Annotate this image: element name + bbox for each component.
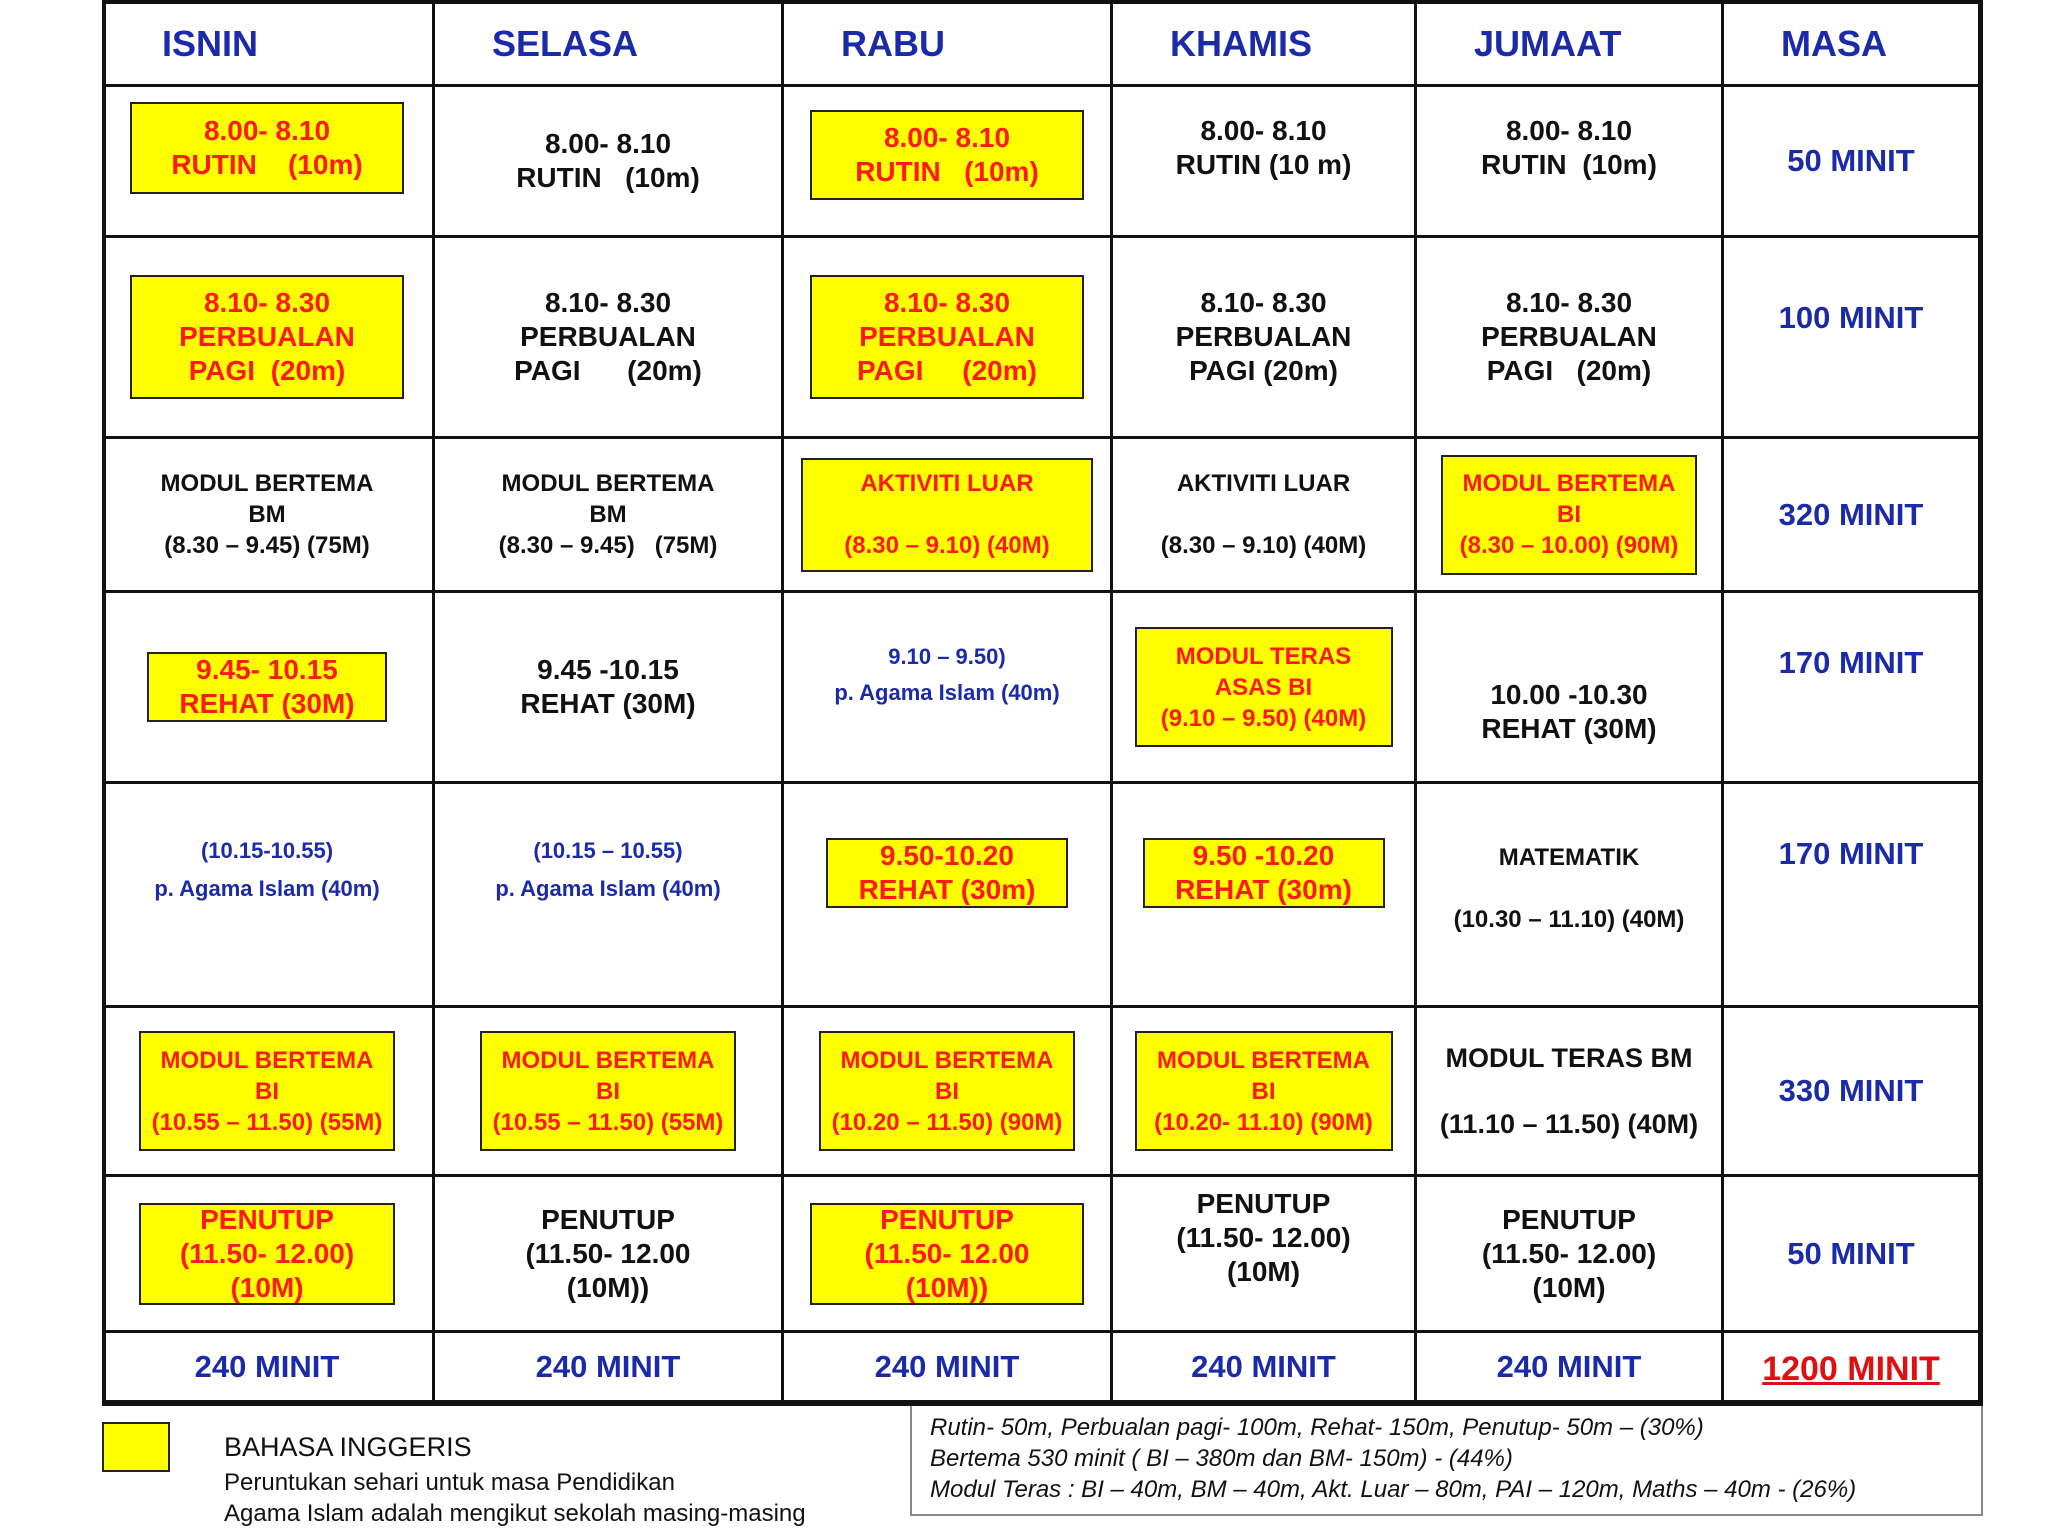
highlight-box: [480, 1031, 736, 1151]
slot-isnin-agama: [102, 784, 432, 1005]
total-isnin: 240 MINIT: [194, 1348, 340, 1384]
slot-line: (11.50- 12.00: [525, 1237, 691, 1269]
slot-line: PERBUALAN: [1175, 321, 1352, 352]
slot-line: 9.45 -10.15: [537, 654, 679, 685]
legend-note-line2: Agama Islam adalah mengikut sekolah masing-masing: [224, 1500, 806, 1527]
header-jumaat: JUMAAT: [1474, 22, 1622, 64]
slot-line: [1566, 873, 1573, 904]
slot-line: PENUTUP: [1196, 1188, 1331, 1219]
slot-line: (10M): [1532, 1271, 1606, 1303]
slot-text: [1482, 1203, 1656, 1305]
slot-line: (10.15 – 10.55): [533, 838, 683, 863]
slot-line: [1565, 1075, 1573, 1108]
slot-selasa-penutup: [435, 1177, 781, 1330]
highlight-box: [147, 652, 387, 722]
slot-text: [1481, 286, 1657, 388]
slot-text: [516, 127, 700, 195]
slot-line: BI: [1557, 501, 1581, 528]
slot-line: (8.30 – 9.45) (75M): [164, 532, 370, 559]
slot-isnin-rehat: [102, 593, 432, 781]
slot-line: RUTIN (10m): [516, 162, 700, 193]
slot-isnin-bertema-bi: [102, 1008, 432, 1174]
legend-swatch: [102, 1422, 170, 1472]
slot-line: 8.00- 8.10: [1505, 115, 1633, 146]
total-selasa: 240 MINIT: [535, 1348, 681, 1384]
slot-line: (10.20- 11.10) (90M): [1154, 1108, 1373, 1136]
slot-line: RUTIN (10 m): [1175, 149, 1352, 180]
slot-line: (8.30 – 9.10) (40M): [1160, 532, 1367, 559]
slot-khamis-rutin: [1113, 87, 1414, 235]
slot-line: ASAS BI: [1214, 673, 1313, 701]
header-rabu: RABU: [841, 22, 945, 64]
slot-line: AKTIVITI LUAR: [860, 470, 1034, 497]
slot-line: MODUL BERTEMA: [501, 1046, 715, 1074]
slot-jumaat-matematik: [1417, 784, 1721, 1005]
slot-line: REHAT (30M): [520, 688, 696, 719]
header-masa: MASA: [1781, 22, 1887, 64]
slot-text: [1481, 114, 1657, 182]
total-jumaat: 240 MINIT: [1496, 1348, 1642, 1384]
slot-line: (10M)): [566, 1271, 650, 1303]
slot-text: [1454, 842, 1685, 935]
slot-rabu-perbualan: [784, 238, 1110, 436]
slot-line: PENUTUP: [541, 1203, 675, 1235]
slot-line: (10M): [1226, 1256, 1301, 1287]
total-rabu: 240 MINIT: [874, 1348, 1020, 1384]
highlight-box: [139, 1203, 395, 1305]
slot-line: 8.10- 8.30: [1505, 287, 1633, 318]
slot-jumaat-penutup: [1417, 1177, 1721, 1330]
slot-selasa-agama: [435, 784, 781, 1005]
slot-line: BM: [589, 501, 627, 528]
summary-box: [910, 1406, 1983, 1516]
highlight-box: [801, 458, 1093, 572]
slot-line: MODUL BERTEMA: [1157, 1046, 1370, 1074]
slot-line: MATEMATIK: [1498, 844, 1640, 871]
slot-line: PERBUALAN: [859, 321, 1035, 352]
slot-line: (10.55 – 11.50) (55M): [492, 1108, 724, 1136]
highlight-box: [826, 838, 1068, 908]
slot-line: 9.45- 10.15: [196, 654, 338, 685]
slot-line: (8.30 – 10.00) (90M): [1459, 532, 1679, 559]
slot-line: MODUL BERTEMA: [160, 1046, 374, 1074]
slot-line: 8.00- 8.10: [1200, 115, 1327, 146]
slot-line: PERBUALAN: [520, 321, 696, 352]
highlight-box: [810, 275, 1084, 399]
highlight-box: [130, 275, 404, 399]
slot-line: 8.10- 8.30: [1200, 287, 1327, 318]
summary-line: Bertema 530 minit ( BI – 380m dan BM- 150m) - (44%): [930, 1445, 1513, 1472]
slot-khamis-perbualan: [1113, 238, 1414, 436]
slot-line: BI: [935, 1077, 959, 1105]
slot-line: MODUL BERTEMA: [840, 1046, 1054, 1074]
masa-bertema: 320 MINIT: [1778, 496, 1924, 532]
slot-line: (10.55 – 11.50) (55M): [151, 1108, 383, 1136]
slot-line: (10.20 – 11.50) (90M): [831, 1108, 1063, 1136]
slot-line: (10M)): [905, 1271, 989, 1303]
slot-text: [1440, 1042, 1698, 1141]
slot-line: PAGI (20m): [1189, 355, 1338, 386]
highlight-box: [1135, 627, 1393, 747]
highlight-box: [1441, 455, 1697, 575]
slot-line: 8.00- 8.10: [883, 122, 1011, 153]
masa-rutin: 50 MINIT: [1787, 143, 1915, 178]
highlight-box: [819, 1031, 1075, 1151]
highlight-box: [139, 1031, 395, 1151]
slot-line: (10M): [230, 1271, 304, 1303]
slot-rabu-penutup: [784, 1177, 1110, 1330]
slot-line: [944, 499, 951, 530]
timetable: [102, 0, 1983, 1406]
slot-line: p. Agama Islam (40m): [834, 680, 1060, 705]
highlight-box: [810, 110, 1084, 200]
slot-line: 10.00 -10.30: [1490, 679, 1648, 710]
slot-line: PENUTUP: [200, 1203, 334, 1235]
header-selasa: SELASA: [492, 22, 639, 64]
legend-label: BAHASA INGGERIS: [224, 1432, 472, 1462]
slot-line: REHAT (30m): [1175, 874, 1352, 905]
slot-line: PAGI (20m): [188, 355, 346, 386]
slot-line: (11.50- 12.00: [864, 1237, 1030, 1269]
slot-selasa-rehat: [435, 593, 781, 781]
slot-line: BI: [1251, 1077, 1276, 1105]
slot-rabu-rutin: [784, 87, 1110, 235]
slot-line: REHAT (30M): [1481, 713, 1657, 744]
slot-text: [1176, 1187, 1350, 1289]
slot-jumaat-teras-bm: [1417, 1008, 1721, 1174]
slot-text: [514, 286, 702, 388]
slot-line: (11.50- 12.00): [1481, 1237, 1657, 1269]
slot-line: MODUL TERAS: [1175, 642, 1352, 670]
slot-isnin-perbualan: [102, 238, 432, 436]
summary-line: Modul Teras : BI – 40m, BM – 40m, Akt. Luar – 80m, PAI – 120m, Maths – 40m - (26%): [930, 1476, 1857, 1503]
highlight-box: [1143, 838, 1385, 908]
slot-line: PENUTUP: [1502, 1203, 1636, 1235]
masa-agama: 170 MINIT: [1778, 836, 1924, 871]
slot-isnin-bertema-bm: [102, 439, 432, 590]
slot-line: RUTIN (10m): [855, 156, 1039, 187]
slot-jumaat-rutin: [1417, 87, 1721, 235]
masa-penutup: 50 MINIT: [1787, 1235, 1915, 1271]
slot-line: (11.10 – 11.50) (40M): [1439, 1108, 1699, 1139]
slot-khamis-aktiviti-luar: [1113, 439, 1414, 590]
slot-isnin-rutin: [102, 87, 432, 235]
slot-line: (9.10 – 9.50) (40M): [1160, 704, 1367, 732]
highlight-box: [130, 102, 404, 194]
masa-rehat: 170 MINIT: [1778, 645, 1924, 680]
slot-text: [154, 832, 379, 908]
slot-line: (11.50- 12.00): [179, 1237, 355, 1269]
slot-line: (8.30 – 9.10) (40M): [844, 532, 1050, 559]
slot-line: (8.30 – 9.45) (75M): [498, 532, 718, 559]
grand-total: 1200 MINIT: [1762, 1350, 1940, 1388]
legend-note-line1: Peruntukan sehari untuk masa Pendidikan: [224, 1469, 675, 1496]
slot-text: [499, 468, 718, 561]
highlight-box: [810, 1203, 1084, 1305]
slot-line: 9.50 -10.20: [1192, 840, 1335, 871]
total-khamis: 240 MINIT: [1191, 1348, 1336, 1384]
slot-rabu-rehat: [784, 784, 1110, 1005]
slot-khamis-penutup: [1113, 1177, 1414, 1330]
slot-line: BM: [248, 501, 286, 528]
slot-line: 8.10- 8.30: [883, 287, 1011, 318]
legend: [224, 1432, 806, 1529]
slot-line: PENUTUP: [880, 1203, 1014, 1235]
slot-line: RUTIN (10m): [171, 149, 363, 180]
slot-line: 8.00- 8.10: [203, 115, 331, 146]
slot-rabu-agama: [784, 593, 1110, 781]
slot-line: PERBUALAN: [179, 321, 355, 352]
slot-text: [1176, 286, 1352, 388]
slot-rabu-bertema-bi: [784, 1008, 1110, 1174]
slot-selasa-perbualan: [435, 238, 781, 436]
table-border-right: [1978, 0, 1983, 1406]
slot-line: REHAT (30m): [858, 874, 1036, 905]
slot-line: RUTIN (10m): [1481, 149, 1657, 180]
slot-line: [1260, 499, 1267, 530]
slot-line: MODUL BERTEMA: [1462, 470, 1676, 497]
slot-line: 8.10- 8.30: [544, 287, 672, 318]
slot-text: [495, 832, 720, 908]
slot-line: (10.15-10.55): [200, 838, 334, 863]
slot-rabu-aktiviti-luar: [784, 439, 1110, 590]
slot-isnin-penutup: [102, 1177, 432, 1330]
header-khamis: KHAMIS: [1170, 22, 1312, 64]
slot-jumaat-rehat: [1417, 593, 1721, 781]
header-isnin: ISNIN: [162, 22, 259, 64]
slot-line: p. Agama Islam (40m): [495, 876, 721, 901]
slot-line: PAGI (20m): [857, 355, 1037, 386]
slot-line: REHAT (30M): [179, 688, 355, 719]
slot-line: BI: [255, 1077, 279, 1105]
masa-perbualan: 100 MINIT: [1778, 300, 1924, 335]
slot-line: PAGI (20m): [1486, 355, 1652, 386]
slot-khamis-rehat: [1113, 784, 1414, 1005]
slot-line: MODUL BERTEMA: [501, 470, 715, 497]
slot-text: [1176, 114, 1352, 182]
slot-line: BI: [596, 1077, 620, 1105]
slot-selasa-bertema-bi: [435, 1008, 781, 1174]
masa-bertema-bi: 330 MINIT: [1778, 1073, 1924, 1108]
slot-jumaat-perbualan: [1417, 238, 1721, 436]
slot-text: [1161, 468, 1366, 561]
slot-text: [1481, 678, 1656, 746]
slot-line: p. Agama Islam (40m): [154, 876, 380, 901]
slot-line: 9.50-10.20: [880, 840, 1014, 871]
slot-line: PERBUALAN: [1481, 321, 1657, 352]
slot-line: (10.30 – 11.10) (40M): [1453, 906, 1685, 933]
slot-line: MODUL BERTEMA: [160, 470, 374, 497]
slot-text: [161, 468, 374, 561]
slot-selasa-bertema-bm: [435, 439, 781, 590]
slot-text: [520, 653, 695, 721]
slot-selasa-rutin: [435, 87, 781, 235]
slot-text: [525, 1203, 690, 1305]
slot-line: PAGI (20m): [514, 355, 702, 386]
slot-line: 9.10 – 9.50): [888, 644, 1006, 669]
highlight-box: [1135, 1031, 1393, 1151]
slot-khamis-bertema-bi: [1113, 1008, 1414, 1174]
slot-text: [834, 639, 1059, 711]
slot-line: 8.00- 8.10: [544, 128, 672, 159]
slot-line: 8.10- 8.30: [203, 287, 331, 318]
slot-line: MODUL TERAS BM: [1445, 1042, 1693, 1073]
slot-jumaat-bertema-bi: [1417, 439, 1721, 590]
slot-line: AKTIVITI LUAR: [1176, 470, 1351, 497]
slot-khamis-teras-bi: [1113, 593, 1414, 781]
slot-line: (11.50- 12.00): [1176, 1222, 1351, 1253]
summary-line: Rutin- 50m, Perbualan pagi- 100m, Rehat- 150m, Penutup- 50m – (30%): [930, 1414, 1704, 1441]
